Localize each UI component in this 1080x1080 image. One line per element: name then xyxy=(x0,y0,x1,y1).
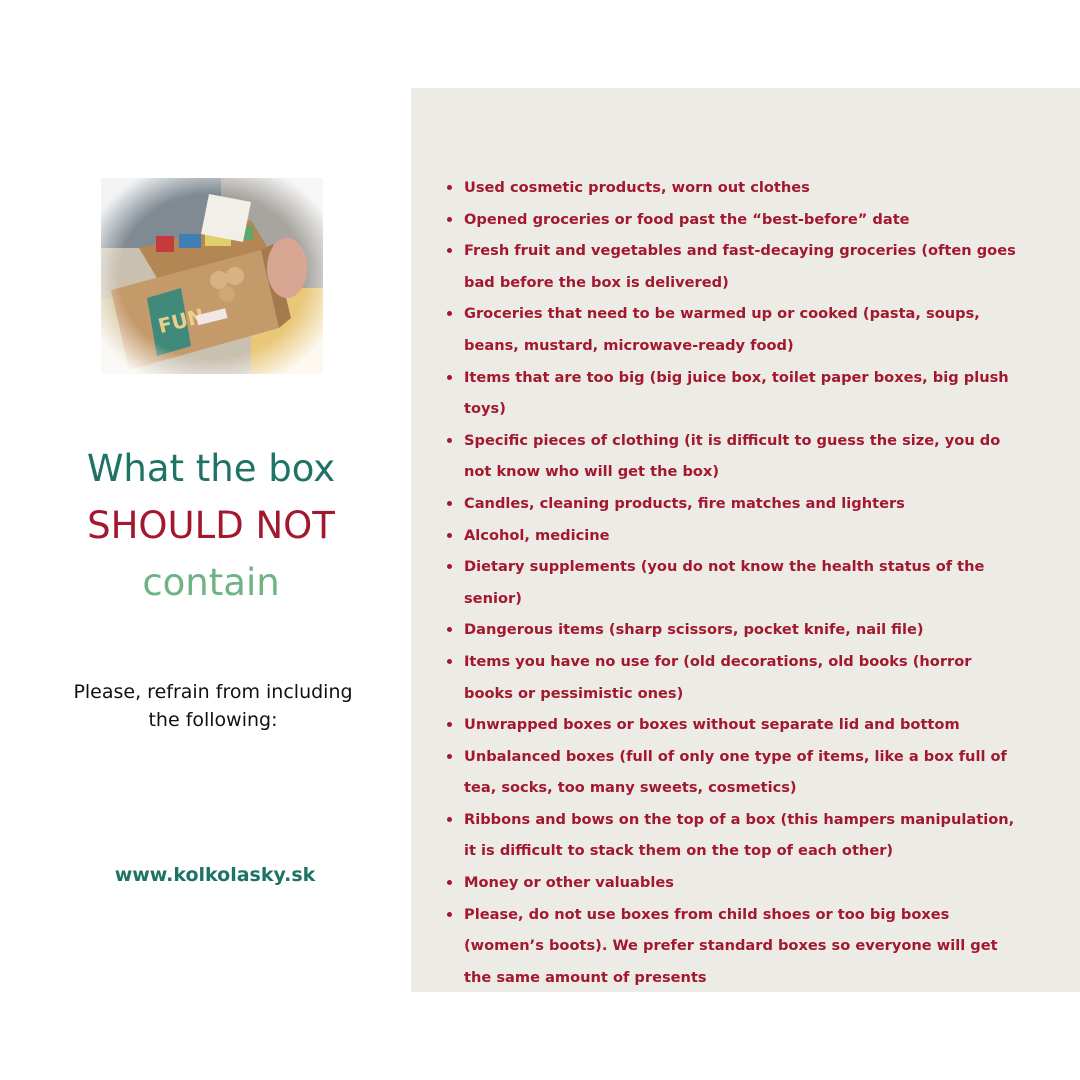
list-item xyxy=(446,298,1021,361)
bullet-icon xyxy=(447,659,452,664)
list-item-text: Candles, cleaning products, fire matches and lighters xyxy=(464,494,905,512)
list-item xyxy=(446,235,1021,298)
list-item xyxy=(446,741,1021,804)
bullet-icon xyxy=(447,564,452,569)
website-url: www.kolkolasky.sk xyxy=(114,864,316,886)
bullet-icon xyxy=(447,880,452,885)
list-item-text: Ribbons and bows on the top of a box (this hampers manipulation, it is difficult to stack them on the top of each other) xyxy=(464,810,1015,860)
bullet-icon xyxy=(447,912,452,917)
bullet-icon xyxy=(447,311,452,316)
title-line-3: contain xyxy=(142,561,280,604)
page-title xyxy=(40,440,382,611)
list-item-text: Dietary supplements (you do not know the health status of the senior) xyxy=(464,558,985,607)
list-item-text: Unwrapped boxes or boxes without separate lid and bottom xyxy=(464,716,960,734)
list-item-text: Fresh fruit and vegetables and fast-decaying groceries (often goes bad before the box is delivered) xyxy=(464,242,1016,291)
bullet-icon xyxy=(447,375,452,380)
bullet-icon xyxy=(447,722,452,727)
list-item-text: Alcohol, medicine xyxy=(464,526,610,544)
list-item xyxy=(446,362,1021,425)
bullet-icon xyxy=(447,185,452,190)
list-item xyxy=(446,867,1021,899)
list-item-text: Items that are too big (big juice box, toilet paper boxes, big plush toys) xyxy=(464,368,1009,418)
list-item-text: Specific pieces of clothing (it is difficult to guess the size, you do not know who will get the box) xyxy=(464,431,1001,481)
title-line-1: What the box xyxy=(86,447,336,490)
list-item-text: Opened groceries or food past the “best-before” date xyxy=(464,210,910,228)
list-item-text: Dangerous items (sharp scissors, pocket knife, nail file) xyxy=(464,621,924,639)
list-item xyxy=(446,899,1021,994)
bullet-icon xyxy=(447,533,452,538)
intro-text: Please, refrain from including the following: xyxy=(73,681,353,731)
list-item xyxy=(446,804,1021,867)
bullet-icon xyxy=(447,501,452,506)
list-item xyxy=(446,488,1021,520)
list-item-text: Items you have no use for (old decorations, old books (horror books or pessimistic ones) xyxy=(464,652,972,702)
list-item xyxy=(446,646,1021,709)
list-item-text: Groceries that need to be warmed up or cooked (pasta, soups, beans, mustard, microwave-ready food) xyxy=(464,305,980,354)
list-item-text: Used cosmetic products, worn out clothes xyxy=(464,179,810,196)
list-item xyxy=(446,614,1021,646)
gift-box-photo xyxy=(101,178,323,374)
not-allowed-list xyxy=(446,172,1021,993)
bullet-icon xyxy=(447,248,452,253)
list-item-text: Money or other valuables xyxy=(464,874,674,892)
list-item-text: Unbalanced boxes (full of only one type of items, like a box full of tea, socks, too many sweets, cosmetics) xyxy=(464,747,1007,797)
list-item xyxy=(446,520,1021,552)
list-item xyxy=(446,425,1021,488)
list-item-text: Please, do not use boxes from child shoes or too big boxes (women’s boots). We prefer standard boxes so everyone will get the same amount of presents xyxy=(464,905,998,986)
bullet-icon xyxy=(447,817,452,822)
bullet-icon xyxy=(447,754,452,759)
list-item xyxy=(446,172,1021,204)
title-line-2: SHOULD NOT xyxy=(87,504,335,547)
bullet-icon xyxy=(447,627,452,632)
list-item xyxy=(446,204,1021,236)
list-item xyxy=(446,709,1021,741)
list-item xyxy=(446,551,1021,614)
bullet-icon xyxy=(447,217,452,222)
bullet-icon xyxy=(447,438,452,443)
